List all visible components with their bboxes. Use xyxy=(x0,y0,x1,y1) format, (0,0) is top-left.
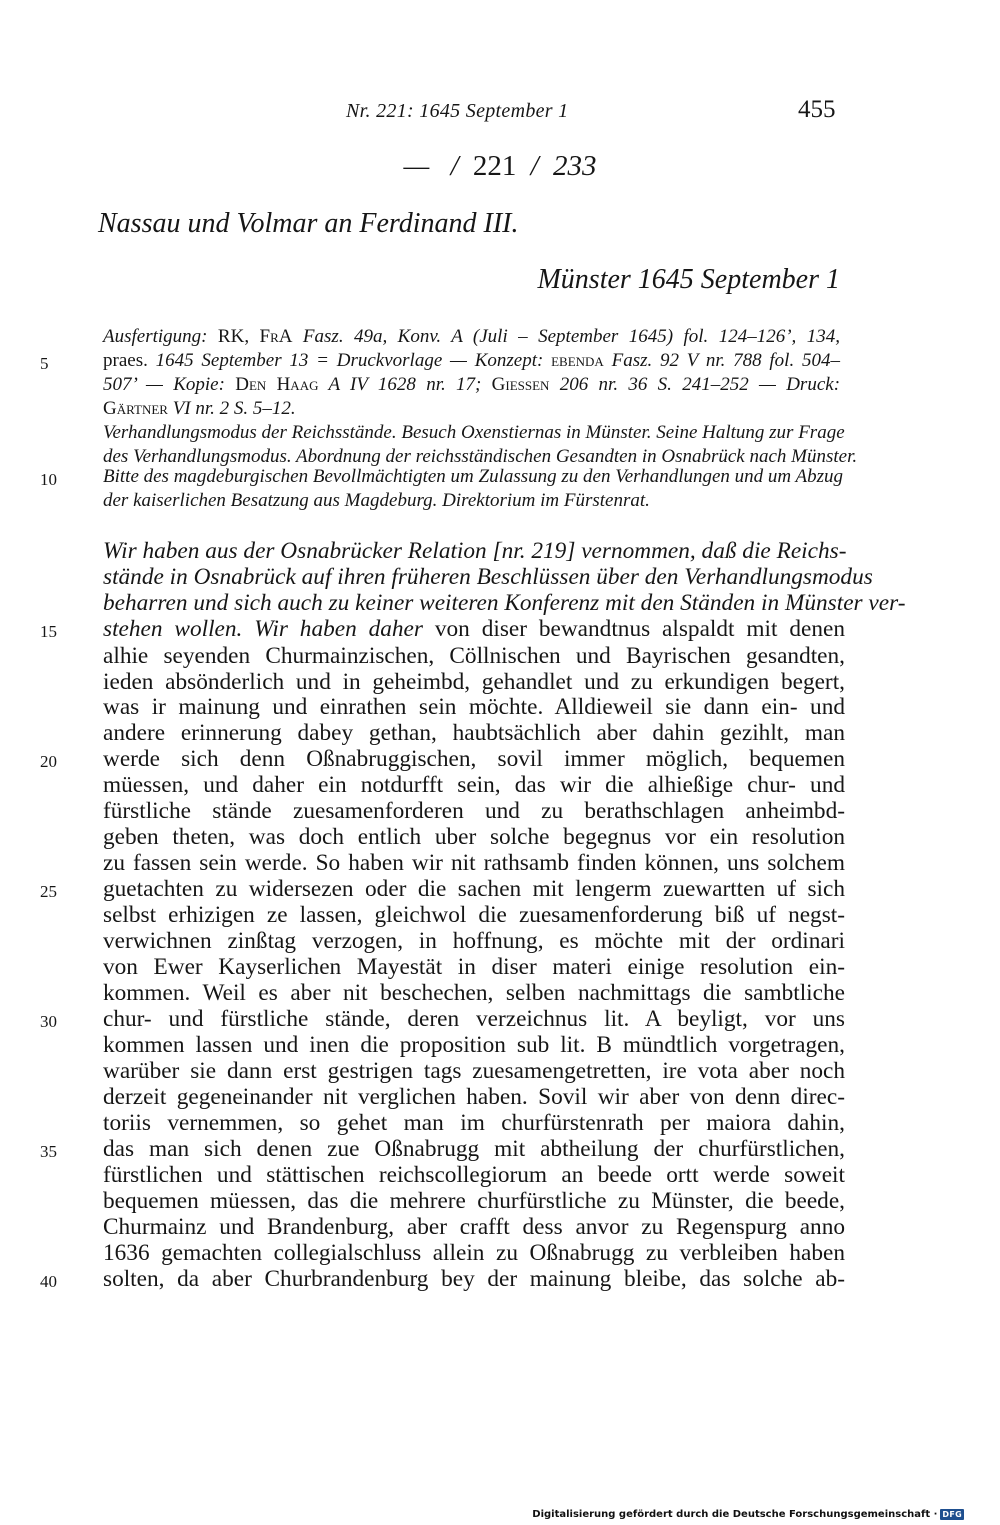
body-line: kommen. Weil es aber nit beschechen, selben nachmittags die sambtliche xyxy=(103,980,845,1006)
body-line: stehen wollen. Wir haben daher von diser bewandtnus alspaldt mit denen xyxy=(103,616,845,642)
digitization-credit xyxy=(532,1509,964,1520)
running-head xyxy=(0,96,1000,126)
body-line: andere erinnerung dabey gethan, haubtsächlich aber dahin gezihlt, man xyxy=(103,720,845,746)
body-line: warüber sie dann erst gestrigen tags zuesamengetretten, ire vota aber noch xyxy=(103,1058,845,1084)
summary-line: des Verhandlungsmodus. Abordnung der reichsständischen Gesandten in Osnabrück nach Münster. xyxy=(103,446,858,467)
source-line: Gärtner VI nr. 2 S. 5–12. xyxy=(103,398,296,419)
body-line: solten, da aber Churbrandenburg bey der mainung bleibe, das solche ab- xyxy=(103,1266,845,1292)
body-line: ieden absönderlich und in geheimbd, gehandlet und zu erkundigen begert, xyxy=(103,669,845,695)
body-line: selbst erhizigen ze lassen, gleichwol die zuesamenforderung biß uf negst- xyxy=(103,902,845,928)
running-title: Nr. 221: 1645 September 1 xyxy=(346,100,569,122)
source-line: 507’ — Kopie: Den Haag A IV 1628 nr. 17; Giessen 206 nr. 36 S. 241–252 — Druck: xyxy=(103,374,841,395)
place-date: Münster 1645 September 1 xyxy=(537,264,840,295)
credit-text: Digitalisierung gefördert durch die Deutsche Forschungsgemeinschaft · xyxy=(532,1509,938,1520)
line-number: 5 xyxy=(40,354,49,373)
line-number: 10 xyxy=(40,470,57,489)
body-line: bequemen müessen, das die mehrere churfürstliche zu Münster, die beede, xyxy=(103,1188,845,1214)
body-line: stände in Osnabrück auf ihren früheren Beschlüssen über den Verhandlungsmodus xyxy=(103,564,873,590)
body-line: von Ewer Kayserlichen Mayestät in diser materi einige resolution ein- xyxy=(103,954,845,980)
body-line: werde sich denn Oßnabruggischen, sovil immer möglich, bequemen xyxy=(103,746,845,772)
body-line: zu fassen sein werde. So haben wir nit rathsamb finden können, uns solchem xyxy=(103,850,845,876)
body-line: 1636 gemachten collegialschluss allein zu Oßnabrugg zu verbleiben haben xyxy=(103,1240,845,1266)
body-line: fürstliche stände zuesamenforderen und zu berathschlagen anheimbd- xyxy=(103,798,845,824)
body-line: Churmainz und Brandenburg, aber crafft dess anvor zu Regenspurg anno xyxy=(103,1214,845,1240)
body-line: verwichnen zinßtag verzogen, in hoffnung, es möchte mit der ordinari xyxy=(103,928,845,954)
line-number: 30 xyxy=(40,1012,57,1031)
document-number xyxy=(0,150,1000,183)
body-line: derzeit gegeneinander nit verglichen haben. Sovil wir aber von denn direc- xyxy=(103,1084,845,1110)
document-alt-number: 233 xyxy=(552,150,597,182)
body-line: beharren und sich auch zu keiner weiteren Konferenz mit den Ständen in Münster ver- xyxy=(103,590,906,616)
body-line: kommen lassen und inen die proposition sub lit. B mündtlich vorgetragen, xyxy=(103,1032,845,1058)
document-title: Nassau und Volmar an Ferdinand III. xyxy=(98,208,519,239)
body-line: toriis vernemmen, so gehet man im churfürstenrath per maiora dahin, xyxy=(103,1110,845,1136)
summary-line: der kaiserlichen Besatzung aus Magdeburg. Direktorium im Fürstenrat. xyxy=(103,490,650,511)
body-line: das man sich denen zue Oßnabrugg mit abtheilung der churfürstlichen, xyxy=(103,1136,845,1162)
summary-line: Verhandlungsmodus der Reichsstände. Besuch Oxenstiernas in Münster. Seine Haltung zur Frage xyxy=(103,422,845,443)
page-number: 455 xyxy=(798,96,836,123)
line-number: 35 xyxy=(40,1142,57,1161)
body-line: alhie seyenden Churmainzischen, Cöllnischen und Bayrischen gesandten, xyxy=(103,643,845,669)
document-number-separator: / xyxy=(450,150,459,182)
summary-line: Bitte des magdeburgischen Bevollmächtigten um Zulassung zu den Verhandlungen und um Abzug xyxy=(103,466,844,487)
body-line: Wir haben aus der Osnabrücker Relation [nr. 219] vernommen, daß die Reichs- xyxy=(103,538,847,564)
document-number-dash: — xyxy=(403,150,430,182)
line-number: 40 xyxy=(40,1272,57,1291)
body-line: fürstlichen und stättischen reichscollegiorum an beede ortt werde soweit xyxy=(103,1162,845,1188)
dfg-logo: DFG xyxy=(942,1510,962,1519)
line-number: 20 xyxy=(40,752,57,771)
document-number-value: 221 xyxy=(472,150,517,182)
line-number: 25 xyxy=(40,882,57,901)
source-line: praes. 1645 September 13 = Druckvorlage — Konzept: ebenda Fasz. 92 V nr. 788 fol. 504– xyxy=(103,350,840,371)
source-line: Ausfertigung: RK, FrA Fasz. 49a, Konv. A (Juli – September 1645) fol. 124–126’, 134, xyxy=(103,326,840,347)
body-line: müessen, und daher ein notdurfft sein, das wir die alhießige chur- und xyxy=(103,772,845,798)
document-number-separator: / xyxy=(530,150,539,182)
line-number: 15 xyxy=(40,622,57,641)
body-line: geben theten, was doch entlich uber solche begegnus vor ein resolution xyxy=(103,824,845,850)
body-line: guetachten zu widersezen oder die sachen mit lengerm zuewartten uf sich xyxy=(103,876,845,902)
body-line: chur- und fürstliche stände, deren verzeichnus lit. A beyligt, vor uns xyxy=(103,1006,845,1032)
body-line: was ir mainung und einrathen sein möchte. Alldieweil sie dann ein- und xyxy=(103,694,845,720)
